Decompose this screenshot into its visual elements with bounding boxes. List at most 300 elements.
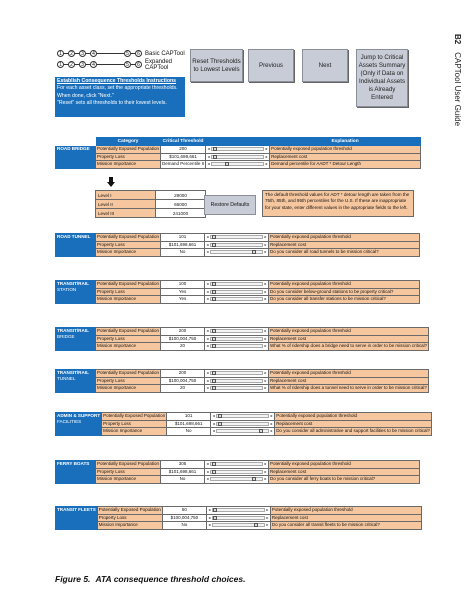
slider-thumb[interactable] [252, 250, 256, 254]
threshold-slider[interactable] [205, 378, 268, 385]
threshold-slider[interactable] [205, 289, 268, 296]
slider-track[interactable] [210, 282, 263, 286]
slider-cell [205, 385, 269, 393]
threshold-value[interactable]: $101,698,661 [167, 420, 211, 428]
slider-track[interactable] [210, 250, 263, 254]
page-side-header [444, 34, 466, 154]
category-label: Property Loss [96, 241, 161, 249]
slider-track[interactable] [210, 235, 263, 239]
slider-right-arrow-icon[interactable]: ▸ [265, 146, 268, 152]
level-row [96, 200, 206, 209]
explanation-text: Potentially exposed population threshold [269, 370, 429, 378]
threshold-row [56, 377, 429, 385]
step-circle: 3 [79, 50, 86, 57]
slider-left-arrow-icon[interactable]: ◂ [206, 234, 209, 240]
category-label: Property Loss [96, 335, 161, 343]
threshold-header: Critical Threshold [161, 138, 206, 146]
asset-class-title: TRANSIT FLEETS [57, 507, 96, 512]
slider-thumb[interactable] [212, 386, 216, 390]
slider-left-arrow-icon[interactable]: ◂ [208, 507, 211, 513]
asset-class-title: ROAD BRIDGE [57, 146, 90, 151]
threshold-value[interactable]: $101,698,661 [161, 153, 206, 161]
explanation-text: Potentially exposed population threshold [270, 146, 421, 154]
threshold-slider[interactable] [205, 370, 268, 377]
category-label: Property Loss [97, 514, 162, 522]
asset-class-table [55, 460, 420, 484]
slider-left-arrow-icon[interactable]: ◂ [207, 153, 210, 159]
slider-left-arrow-icon[interactable]: ◂ [206, 385, 209, 391]
slider-right-arrow-icon[interactable]: ▸ [266, 514, 269, 520]
asset-class-name [56, 370, 96, 393]
slider-left-arrow-icon[interactable]: ◂ [206, 335, 209, 341]
slider-right-arrow-icon[interactable]: ▸ [264, 241, 267, 247]
slider-right-arrow-icon[interactable]: ▸ [264, 476, 267, 482]
threshold-row [56, 461, 420, 469]
threshold-value[interactable]: Yes [161, 288, 205, 296]
explanation-text: Replacement cost [270, 153, 421, 161]
instructions-line: For each asset class, set the appropriate thresholds. [57, 85, 178, 92]
slider-cell [205, 461, 269, 469]
threshold-slider[interactable] [205, 296, 268, 303]
threshold-slider[interactable] [205, 343, 268, 350]
jump-to-summary-button[interactable]: Jump to Critical Assets Summary (Only if Data on Individual Assets is Already Entered [356, 49, 408, 107]
threshold-row [56, 234, 420, 242]
slider-track[interactable] [211, 162, 264, 166]
slider-cell [205, 377, 269, 385]
slider-right-arrow-icon[interactable]: ▸ [264, 288, 267, 294]
explanation-text: Demand percentile for AADT * Detour Length [270, 161, 421, 169]
level-label: Level III [96, 209, 156, 218]
asset-class-name [56, 234, 96, 257]
slider-cell [206, 161, 270, 169]
legend-basic-steps [57, 50, 142, 57]
slider-right-arrow-icon[interactable]: ▸ [264, 385, 267, 391]
slider-left-arrow-icon[interactable]: ◂ [206, 296, 209, 302]
slider-cell [205, 335, 269, 343]
threshold-row [56, 249, 420, 257]
explanation-text: Replacement cost [269, 241, 420, 249]
explanation-text: Potentially exposed population threshold [275, 413, 432, 421]
threshold-value[interactable]: $101,698,661 [161, 468, 205, 476]
slider-left-arrow-icon[interactable]: ◂ [207, 161, 210, 167]
threshold-value[interactable]: 101 [161, 234, 205, 242]
threshold-row [56, 153, 421, 161]
category-label: Property Loss [96, 288, 161, 296]
threshold-slider[interactable] [205, 476, 268, 483]
threshold-row [56, 507, 422, 515]
category-label: Potentially Exposed Population [103, 413, 166, 419]
slider-thumb[interactable] [212, 297, 216, 301]
slider-track[interactable] [210, 329, 263, 333]
step-circle: 2 [68, 61, 75, 68]
slider-thumb[interactable] [213, 516, 217, 520]
level-row [96, 209, 206, 218]
page-number: B2 [453, 34, 462, 45]
slider-right-arrow-icon[interactable]: ▸ [265, 153, 268, 159]
threshold-value[interactable]: No [161, 476, 205, 484]
slider-cell [206, 507, 270, 515]
category-label: Mission Importance [102, 428, 167, 436]
explanation-text: Do you consider below-ground stations to be property critical? [269, 288, 420, 296]
asset-class-title: TRANSIT/RAIL [57, 281, 89, 286]
category-label: Potentially Exposed Population [97, 146, 160, 152]
reset-thresholds-button[interactable]: Reset Thresholds to Lowest Levels [190, 49, 243, 82]
threshold-value[interactable]: Demand Percentile II [162, 161, 205, 167]
step-circle: 3 [79, 61, 86, 68]
slider-right-arrow-icon[interactable]: ▸ [264, 296, 267, 302]
threshold-slider[interactable] [205, 461, 268, 468]
threshold-row [56, 476, 420, 484]
instructions-line: When done, click "Next." [57, 92, 114, 99]
slider-right-arrow-icon[interactable]: ▸ [264, 343, 267, 349]
level-value[interactable]: 241000 [156, 209, 206, 218]
down-arrow-icon [108, 177, 114, 186]
slider-track[interactable] [210, 379, 263, 383]
slider-right-arrow-icon[interactable]: ▸ [270, 420, 273, 426]
slider-track[interactable] [212, 523, 265, 527]
slider-right-arrow-icon[interactable]: ▸ [264, 335, 267, 341]
figure-number: Figure 5. [55, 574, 91, 584]
slider-track[interactable] [210, 337, 263, 341]
category-label: Property Loss [96, 468, 161, 476]
threshold-value[interactable]: 100 [161, 281, 205, 289]
category-label: Mission Importance [96, 249, 161, 257]
threshold-value[interactable]: No [162, 522, 206, 530]
asset-class-subtitle: FACILITIES [57, 419, 82, 424]
slider-track[interactable] [212, 508, 265, 512]
slider-thumb[interactable] [213, 508, 217, 512]
step-circle: 5 [124, 50, 131, 57]
legend-expanded-steps [57, 61, 142, 68]
next-button[interactable]: Next [302, 49, 348, 82]
asset-class-table [55, 506, 422, 530]
threshold-slider[interactable] [205, 385, 268, 392]
explanation-text: Replacement cost [269, 377, 429, 385]
slider-thumb[interactable] [212, 243, 216, 247]
threshold-slider[interactable] [205, 469, 268, 476]
guide-title: CAPTool User Guide [453, 52, 462, 127]
slider-left-arrow-icon[interactable]: ◂ [206, 281, 209, 287]
threshold-row [56, 296, 420, 304]
asset-class-subtitle: BRIDGE [57, 334, 75, 339]
threshold-slider[interactable] [205, 234, 268, 241]
asset-class-title: TRANSIT/RAIL [57, 370, 89, 375]
threshold-value[interactable]: 200 [161, 328, 205, 336]
threshold-value[interactable]: Yes [161, 296, 205, 304]
slider-right-arrow-icon[interactable]: ▸ [270, 428, 273, 434]
slider-right-arrow-icon[interactable]: ▸ [264, 249, 267, 255]
threshold-row [56, 420, 432, 428]
category-label: Mission Importance [97, 522, 162, 530]
threshold-slider[interactable] [205, 249, 268, 256]
slider-left-arrow-icon[interactable]: ◂ [206, 288, 209, 294]
table-header-row [56, 138, 421, 146]
slider-right-arrow-icon[interactable]: ▸ [264, 468, 267, 474]
explanation-text: Replacement cost [275, 420, 432, 428]
category-label: Potentially Exposed Population [97, 328, 160, 334]
slider-track[interactable] [210, 344, 263, 348]
threshold-row [56, 468, 420, 476]
slider-right-arrow-icon[interactable]: ▸ [266, 507, 269, 513]
asset-class-title: TRANSIT/RAIL [57, 328, 89, 333]
slider-thumb[interactable] [225, 162, 229, 166]
slider-cell [205, 370, 269, 378]
threshold-row [56, 288, 420, 296]
slider-left-arrow-icon[interactable]: ◂ [206, 476, 209, 482]
slider-thumb[interactable] [252, 477, 256, 481]
step-circle: 6 [135, 50, 142, 57]
slider-track[interactable] [210, 371, 263, 375]
slider-thumb[interactable] [212, 379, 216, 383]
slider-right-arrow-icon[interactable]: ▸ [264, 370, 267, 376]
slider-thumb[interactable] [213, 155, 217, 159]
step-circle: 5 [124, 61, 131, 68]
slider-cell [206, 146, 270, 154]
threshold-slider[interactable] [207, 522, 270, 529]
level-label: Level I [96, 191, 156, 200]
category-label: Mission Importance [96, 161, 161, 169]
previous-button[interactable]: Previous [248, 49, 294, 82]
threshold-slider[interactable] [206, 146, 269, 153]
slider-cell [206, 514, 270, 522]
category-label: Property Loss [96, 153, 161, 161]
level-label: Level II [96, 200, 156, 209]
figure-caption [55, 574, 245, 584]
slider-track[interactable] [211, 147, 264, 151]
slider-left-arrow-icon[interactable]: ◂ [212, 428, 215, 434]
level-row [96, 191, 206, 200]
slider-thumb[interactable] [254, 523, 258, 527]
threshold-row [56, 428, 432, 436]
threshold-slider[interactable] [206, 154, 269, 161]
explanation-text: Do you consider all ferry boats to be mission critical? [269, 476, 420, 484]
threshold-value[interactable]: 20 [161, 385, 205, 393]
explanation-text: What % of ridership does a tunnel need to serve in order to be mission critical? [270, 385, 427, 391]
asset-class-table [55, 327, 429, 351]
threshold-value[interactable]: 200 [161, 370, 205, 378]
threshold-row [56, 514, 422, 522]
slider-cell [205, 343, 269, 351]
slider-left-arrow-icon[interactable]: ◂ [206, 461, 209, 467]
restore-defaults-button[interactable]: Restore Defaults [204, 195, 256, 215]
asset-class-name [56, 413, 102, 436]
threshold-slider[interactable] [207, 515, 270, 522]
threshold-row [56, 281, 420, 289]
threshold-value[interactable]: $100,004,750 [161, 335, 205, 343]
demand-levels-table [95, 190, 206, 218]
explanation-text: Do you consider all transit fleets to be mission critical? [270, 522, 421, 530]
category-label: Property Loss [96, 377, 161, 385]
slider-track[interactable] [216, 429, 269, 433]
threshold-slider[interactable] [205, 242, 268, 249]
slider-right-arrow-icon[interactable]: ▸ [270, 413, 273, 419]
threshold-slider[interactable] [211, 413, 274, 420]
explanation-text: Replacement cost [269, 335, 429, 343]
slider-thumb[interactable] [212, 344, 216, 348]
slider-track[interactable] [210, 290, 263, 294]
explanation-text: Replacement cost [269, 468, 420, 476]
slider-left-arrow-icon[interactable]: ◂ [208, 522, 211, 528]
instructions-box [55, 77, 185, 117]
level-value[interactable]: 66000 [156, 200, 206, 209]
slider-left-arrow-icon[interactable]: ◂ [207, 146, 210, 152]
slider-cell [205, 249, 269, 257]
threshold-row [56, 343, 429, 351]
slider-thumb[interactable] [212, 282, 216, 286]
slider-cell [211, 428, 275, 436]
slider-cell [205, 234, 269, 242]
slider-left-arrow-icon[interactable]: ◂ [206, 249, 209, 255]
threshold-slider[interactable] [205, 281, 268, 288]
threshold-slider[interactable] [205, 328, 268, 335]
threshold-value[interactable]: $100,004,750 [162, 514, 206, 522]
asset-class-subtitle: STATION [57, 287, 77, 292]
threshold-value[interactable]: 101 [167, 413, 211, 421]
slider-track[interactable] [210, 243, 263, 247]
step-circle: 1 [57, 61, 64, 68]
category-label: Potentially Exposed Population [97, 461, 160, 467]
slider-left-arrow-icon[interactable]: ◂ [206, 328, 209, 334]
slider-track[interactable] [210, 386, 263, 390]
asset-class-name [56, 328, 96, 351]
threshold-row [56, 522, 422, 530]
explanation-text: Potentially exposed population threshold [270, 507, 421, 515]
legend-expanded-label: Expanded CAPTool [145, 58, 173, 71]
threshold-value[interactable]: $100,004,750 [161, 377, 205, 385]
explanation-text: Potentially exposed population threshold [269, 461, 420, 469]
slider-cell [206, 153, 270, 161]
category-header: Category [96, 138, 161, 146]
explanation-header: Explanation [270, 138, 421, 146]
threshold-value[interactable]: $101,698,661 [161, 241, 205, 249]
category-label: Potentially Exposed Population [98, 507, 161, 513]
explanation-text: Do you consider all road tunnels to be mission critical? [269, 249, 420, 257]
slider-thumb[interactable] [212, 337, 216, 341]
category-label: Mission Importance [96, 385, 161, 393]
slider-cell [205, 281, 269, 289]
threshold-slider[interactable] [205, 336, 268, 343]
slider-thumb[interactable] [212, 462, 216, 466]
slider-left-arrow-icon[interactable]: ◂ [206, 377, 209, 383]
slider-thumb[interactable] [212, 470, 216, 474]
threshold-slider[interactable] [211, 428, 274, 435]
slider-thumb[interactable] [212, 235, 216, 239]
slider-right-arrow-icon[interactable]: ▸ [265, 161, 268, 167]
category-label: Mission Importance [96, 343, 161, 351]
slider-cell [205, 468, 269, 476]
slider-left-arrow-icon[interactable]: ◂ [212, 413, 215, 419]
step-circle: 4 [90, 50, 97, 57]
asset-class-name [56, 281, 96, 304]
threshold-slider[interactable] [207, 507, 270, 514]
slider-thumb[interactable] [259, 429, 263, 433]
slider-track[interactable] [210, 470, 263, 474]
levels-explanation: The default threshold values for ADT * detour length are taken from the 75th, 85th, and 95th percentiles for the U.S. If these are inappropriate for your state, enter different values in the appropriate fields to the left. [262, 190, 414, 217]
slider-thumb[interactable] [212, 290, 216, 294]
threshold-row [56, 161, 421, 169]
slider-thumb[interactable] [213, 147, 217, 151]
step-circle: 1 [57, 50, 64, 57]
step-circle: 4 [90, 61, 97, 68]
legend-expanded [57, 59, 197, 70]
slider-track[interactable] [216, 422, 269, 426]
threshold-value[interactable]: 305 [161, 461, 205, 469]
threshold-slider[interactable] [211, 421, 274, 428]
threshold-value[interactable]: 20 [161, 343, 205, 351]
threshold-row [56, 370, 429, 378]
asset-class-subtitle: TUNNEL [57, 376, 76, 381]
slider-thumb[interactable] [218, 422, 222, 426]
threshold-row [56, 413, 432, 421]
explanation-text: Potentially exposed population threshold [269, 281, 420, 289]
category-label: Property Loss [102, 420, 167, 428]
threshold-value[interactable]: No [161, 249, 205, 257]
slider-left-arrow-icon[interactable]: ◂ [208, 514, 211, 520]
step-circle: 6 [135, 61, 142, 68]
asset-class-name [56, 146, 96, 169]
slider-cell [205, 296, 269, 304]
slider-cell [205, 288, 269, 296]
slider-right-arrow-icon[interactable]: ▸ [264, 377, 267, 383]
slider-left-arrow-icon[interactable]: ◂ [206, 370, 209, 376]
slider-track[interactable] [216, 414, 269, 418]
slider-track[interactable] [212, 516, 265, 520]
slider-right-arrow-icon[interactable]: ▸ [264, 461, 267, 467]
slider-track[interactable] [210, 297, 263, 301]
slider-cell [206, 522, 270, 530]
slider-thumb[interactable] [212, 371, 216, 375]
category-label: Potentially Exposed Population [97, 281, 160, 287]
slider-thumb[interactable] [212, 329, 216, 333]
slider-track[interactable] [211, 155, 264, 159]
slider-right-arrow-icon[interactable]: ▸ [264, 281, 267, 287]
explanation-text: Do you consider all transfer stations to be mission critical? [269, 296, 420, 304]
level-value[interactable]: 29000 [156, 191, 206, 200]
slider-right-arrow-icon[interactable]: ▸ [264, 234, 267, 240]
threshold-value[interactable]: No [167, 428, 211, 436]
slider-cell [205, 476, 269, 484]
category-label: Potentially Exposed Population [97, 370, 160, 376]
slider-track[interactable] [210, 477, 263, 481]
threshold-value[interactable]: 200 [161, 146, 206, 154]
threshold-slider[interactable] [206, 161, 269, 168]
category-label: Mission Importance [96, 476, 161, 484]
slider-left-arrow-icon[interactable]: ◂ [206, 343, 209, 349]
slider-track[interactable] [210, 462, 263, 466]
slider-thumb[interactable] [218, 414, 222, 418]
category-label: Potentially Exposed Population [97, 234, 160, 240]
slider-right-arrow-icon[interactable]: ▸ [264, 328, 267, 334]
threshold-row [56, 328, 429, 336]
slider-left-arrow-icon[interactable]: ◂ [212, 420, 215, 426]
asset-class-table [55, 412, 432, 436]
asset-class-title: ADMIN & SUPPORT [57, 413, 101, 418]
slider-right-arrow-icon[interactable]: ▸ [266, 522, 269, 528]
slider-cell [205, 241, 269, 249]
asset-class-table [55, 137, 421, 169]
slider-left-arrow-icon[interactable]: ◂ [206, 468, 209, 474]
explanation-text: Do you consider all administrative and support facilities to be mission critical? [276, 428, 431, 434]
threshold-value[interactable]: 50 [162, 507, 206, 515]
legend-basic-label: Basic CAPTool [145, 50, 185, 57]
step-circle: 2 [68, 50, 75, 57]
slider-cell [211, 413, 275, 421]
slider-left-arrow-icon[interactable]: ◂ [206, 241, 209, 247]
threshold-row [56, 385, 429, 393]
asset-class-table [55, 369, 429, 393]
asset-class-title: FERRY BOATS [57, 461, 90, 466]
slider-cell [211, 420, 275, 428]
